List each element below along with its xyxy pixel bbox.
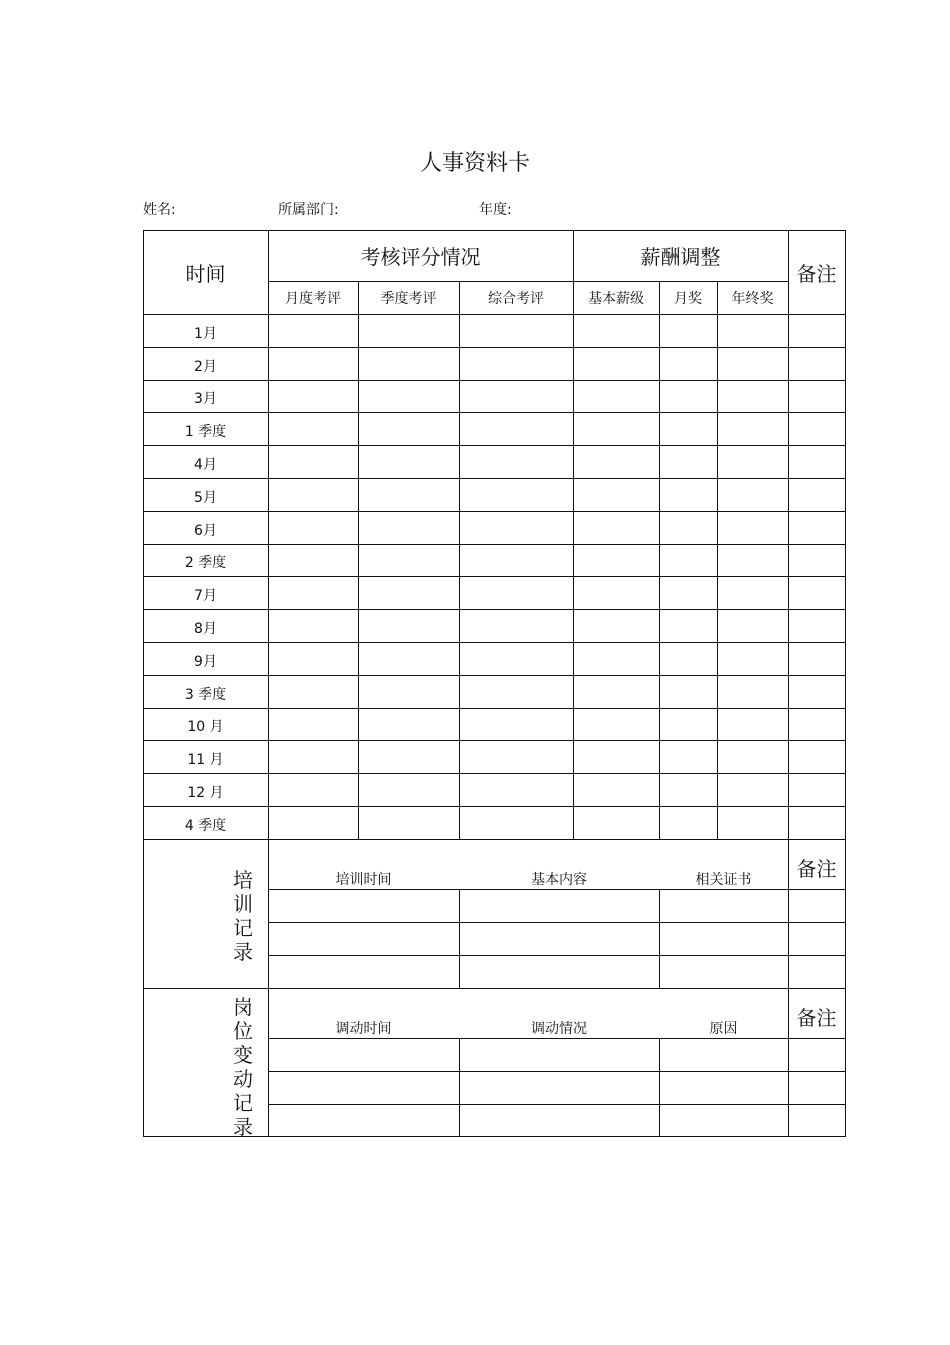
row-label: 1 季度: [184, 423, 227, 440]
grid-line: [659, 281, 660, 840]
row-label: 3 季度: [184, 686, 227, 703]
header-remarks: 备注: [796, 261, 837, 286]
personnel-record-table: [143, 230, 846, 1137]
column-header: 基本薪级: [588, 290, 644, 307]
grid-line: [659, 889, 660, 989]
column-header: 综合考评: [488, 290, 544, 307]
row-label: 7月: [194, 587, 217, 604]
grid-line: [268, 1071, 846, 1072]
grid-line: [268, 955, 846, 956]
column-header: 年终奖: [731, 290, 774, 307]
grid-line: [659, 1038, 660, 1137]
row-label: 1月: [194, 325, 217, 342]
transfer-section-label: 岗位变动记录: [233, 995, 253, 1139]
transfer-col-header: 调动情况: [531, 1021, 587, 1037]
grid-line: [459, 889, 460, 989]
grid-line: [459, 281, 460, 840]
grid-line: [268, 230, 269, 840]
year-label: 年度:: [479, 202, 512, 218]
row-label: 10 月: [187, 719, 224, 735]
grid-line: [459, 1038, 460, 1137]
training-remarks: 备注: [796, 856, 837, 881]
training-col-header: 培训时间: [335, 872, 392, 888]
row-label: 2月: [194, 358, 217, 375]
training-col-header: 相关证书: [695, 872, 752, 888]
training-col-header: 基本内容: [531, 872, 587, 888]
row-label: 3月: [194, 391, 217, 407]
transfer-col-header: 原因: [709, 1021, 738, 1037]
training-section-label: 培训记录: [233, 868, 253, 964]
document-title: 人事资料卡: [419, 151, 530, 176]
grid-line: [717, 281, 718, 840]
name-label: 姓名:: [143, 202, 176, 218]
row-label: 4月: [194, 456, 217, 473]
transfer-col-header: 调动时间: [335, 1021, 392, 1037]
grid-line: [143, 314, 846, 315]
row-label: 2 季度: [184, 555, 227, 571]
row-label: 12 月: [187, 784, 224, 801]
column-header: 月度考评: [285, 290, 341, 307]
transfer-remarks: 备注: [796, 1005, 837, 1030]
grid-line: [268, 922, 846, 923]
department-label: 所属部门:: [278, 202, 339, 218]
header-salary: 薪酬调整: [640, 245, 721, 269]
row-label: 5月: [194, 489, 217, 506]
row-label: 9月: [194, 653, 217, 670]
table-border-right: [845, 230, 846, 1137]
header-time: 时间: [185, 261, 226, 286]
grid-line: [358, 281, 359, 840]
row-label: 6月: [194, 522, 217, 539]
grid-line: [573, 230, 574, 840]
column-header: 月奖: [674, 290, 702, 307]
grid-line: [268, 1104, 846, 1105]
header-assessment: 考核评分情况: [360, 245, 481, 269]
column-header: 季度考评: [380, 290, 437, 307]
grid-line: [143, 988, 846, 989]
row-label: 11 月: [187, 751, 224, 768]
row-label: 8月: [194, 620, 217, 637]
row-label: 4 季度: [184, 817, 227, 834]
